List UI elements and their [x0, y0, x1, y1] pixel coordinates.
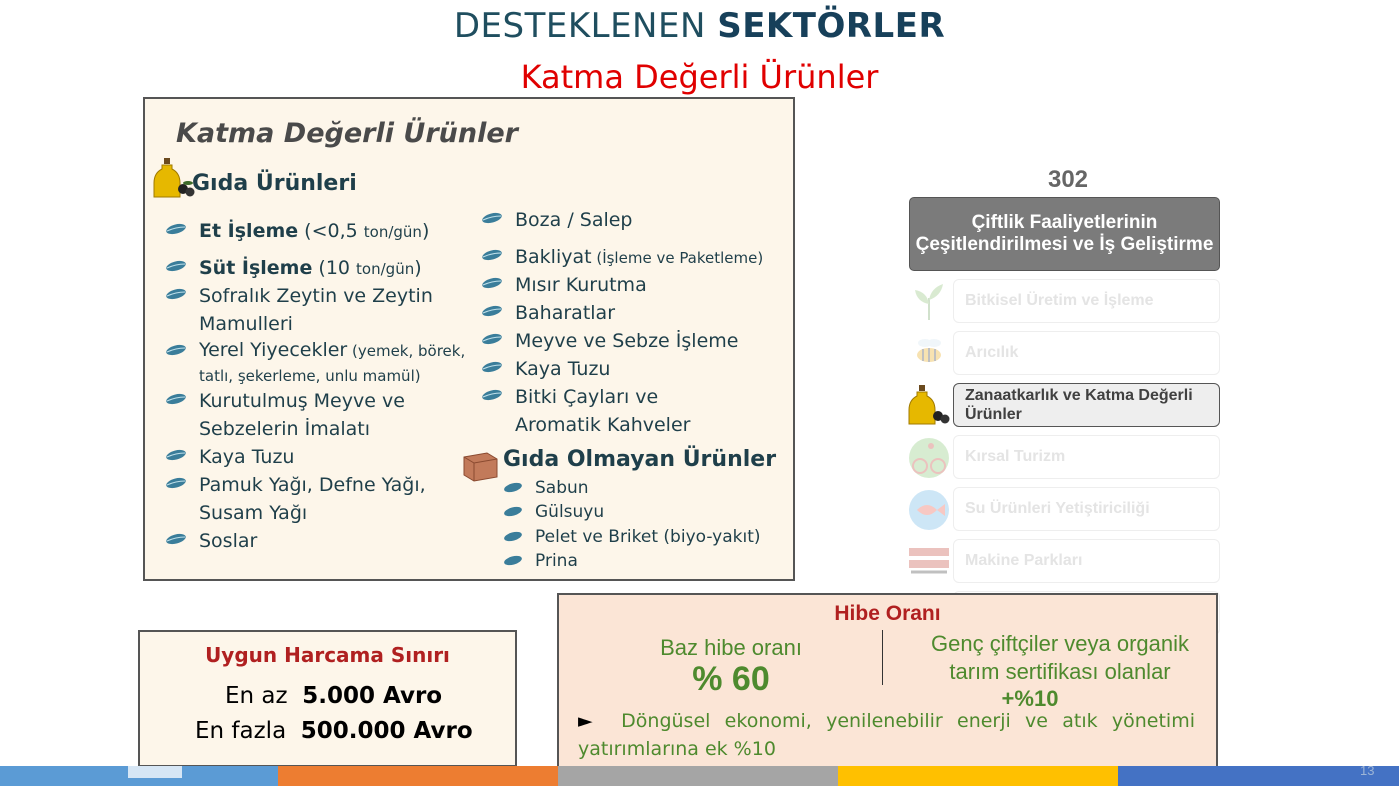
leaf-bullet-icon	[165, 260, 187, 272]
leaf-bullet-icon	[503, 531, 523, 542]
leaf-bullet-icon	[481, 249, 503, 261]
cyclist-icon	[907, 436, 951, 480]
item-line: Susam Yağı	[199, 502, 308, 524]
products-box-heading: Katma Değerli Ürünler	[176, 118, 518, 149]
list-item	[515, 206, 633, 234]
item-bold: Et İşleme	[199, 220, 299, 242]
footer-bar-darkblue	[1118, 766, 1399, 786]
leaf-bullet-icon	[165, 223, 187, 235]
list-item	[199, 471, 426, 527]
item-line: Sebzelerin İmalatı	[199, 418, 371, 440]
footer-bar-orange	[278, 766, 558, 786]
measure-title-box: Çiftlik Faaliyetlerinin Çeşitlendirilmesi ve İş Geliştirme	[909, 197, 1220, 271]
category-item-active[interactable]: Zanaatkarlık ve Katma Değerli Ürünler	[953, 383, 1220, 427]
spending-max	[195, 718, 473, 744]
leaf-bullet-icon	[481, 212, 503, 224]
spending-limit-title: Uygun Harcama Sınırı	[205, 643, 450, 667]
list-item	[515, 355, 610, 383]
olive-oil-icon	[152, 156, 196, 200]
measure-code: 302	[1047, 166, 1089, 193]
item-main: Bakliyat	[515, 246, 592, 268]
circular-text: Döngüsel ekonomi, yenilenebilir enerji ve atık yönetimi	[621, 710, 1195, 732]
leaf-bullet-icon	[481, 389, 503, 401]
leaf-bullet-icon	[481, 277, 503, 289]
spending-min	[225, 683, 442, 709]
spending-max-label: En fazla	[195, 718, 287, 744]
item-line: Gülsuyu	[535, 502, 605, 522]
footer-bar-highlight	[128, 766, 182, 778]
page-subtitle: Katma Değerli Ürünler	[520, 58, 879, 96]
leaf-bullet-icon	[503, 506, 523, 517]
leaf-bullet-icon	[165, 533, 187, 545]
item-line: Kaya Tuzu	[515, 358, 611, 380]
item-line: Pelet ve Briket (biyo-yakıt)	[535, 527, 761, 547]
item-small: tatlı, şekerleme, unlu mamül)	[199, 367, 421, 385]
category-item[interactable]: Arıcılık	[953, 331, 1220, 375]
item-line: Mısır Kurutma	[515, 274, 647, 296]
list-item	[199, 217, 429, 246]
list-item	[199, 338, 465, 388]
page-title	[0, 6, 1399, 46]
list-item	[535, 476, 589, 500]
list-item	[199, 443, 294, 471]
leaf-bullet-icon	[481, 361, 503, 373]
title-part2: SEKTÖRLER	[717, 6, 946, 46]
leaf-bullet-icon	[503, 482, 523, 493]
plant-icon	[907, 280, 951, 324]
item-line: Mamulleri	[199, 313, 293, 335]
list-item	[199, 254, 422, 283]
leaf-bullet-icon	[481, 333, 503, 345]
footer-bar-yellow	[838, 766, 1118, 786]
list-item	[515, 299, 615, 327]
spending-max-value: 500.000 Avro	[300, 718, 473, 744]
leaf-bullet-icon	[165, 288, 187, 300]
tractor-icon	[907, 540, 951, 584]
list-item	[535, 525, 761, 549]
item-line: Bitki Çayları ve	[515, 386, 659, 408]
category-item[interactable]: Makine Parkları	[953, 539, 1220, 583]
list-item	[515, 271, 647, 299]
item-small: ton/gün	[363, 223, 422, 241]
item-line: Kaya Tuzu	[199, 446, 295, 468]
leaf-bullet-icon	[165, 477, 187, 489]
leaf-bullet-icon	[481, 305, 503, 317]
bee-icon	[907, 331, 951, 375]
category-item[interactable]: Bitkisel Üretim ve İşleme	[953, 279, 1220, 323]
base-rate-value: % 60	[692, 660, 770, 698]
item-line: Sofralık Zeytin ve Zeytin	[199, 285, 433, 307]
leaf-bullet-icon	[165, 449, 187, 461]
item-line: Prina	[535, 551, 578, 571]
spending-min-value: 5.000 Avro	[302, 683, 443, 709]
grant-divider	[882, 630, 883, 685]
circular-economy-line2: yatırımlarına ek %10	[578, 738, 776, 760]
soap-bar-icon	[461, 449, 499, 483]
item-rest: (<0,5	[298, 220, 364, 242]
category-item[interactable]: Su Ürünleri Yetiştiriciliği	[953, 487, 1220, 531]
list-item	[199, 282, 433, 338]
item-main: Yerel Yiyecekler	[199, 339, 348, 361]
item-line: Kurutulmuş Meyve ve	[199, 390, 405, 412]
page-number: 13	[1360, 763, 1375, 778]
young-farmer-value: +%10	[1001, 686, 1059, 711]
list-item	[199, 387, 405, 443]
item-line: Boza / Salep	[515, 209, 633, 231]
nonfood-section-heading: Gıda Olmayan Ürünler	[503, 447, 777, 472]
item-line: Sabun	[535, 478, 589, 498]
item-tail: )	[414, 257, 422, 279]
fish-icon	[907, 488, 951, 532]
circular-economy-line1	[578, 707, 1195, 735]
food-section-heading: Gıda Ürünleri	[192, 171, 357, 196]
item-small: (yemek, börek,	[347, 342, 466, 360]
item-small: (İşleme ve Paketleme)	[591, 249, 764, 267]
item-line: Baharatlar	[515, 302, 616, 324]
leaf-bullet-icon	[503, 555, 523, 566]
item-small: ton/gün	[356, 260, 415, 278]
grant-rate-title: Hibe Oranı	[834, 602, 941, 625]
title-part1: DESTEKLENEN	[453, 6, 718, 46]
item-line: Pamuk Yağı, Defne Yağı,	[199, 474, 426, 496]
list-item	[199, 527, 257, 555]
item-line: Meyve ve Sebze İşleme	[515, 330, 739, 352]
leaf-bullet-icon	[165, 393, 187, 405]
item-line: Soslar	[199, 530, 258, 552]
footer-bar-gray	[558, 766, 838, 786]
arrow-icon: ►	[578, 710, 593, 732]
item-line: Aromatik Kahveler	[515, 414, 691, 436]
leaf-bullet-icon	[165, 344, 187, 356]
young-farmer-label: Genç çiftçiler veya organik tarım sertifikası olanlar	[931, 631, 1189, 684]
list-item	[535, 549, 578, 573]
list-item	[515, 327, 738, 355]
list-item	[515, 243, 763, 272]
item-bold: Süt İşleme	[199, 257, 313, 279]
item-rest: (10	[312, 257, 357, 279]
list-item	[535, 500, 604, 524]
item-tail: )	[421, 220, 430, 242]
olive-oil-icon	[907, 383, 951, 427]
category-item[interactable]: Kırsal Turizm	[953, 435, 1220, 479]
list-item	[515, 383, 690, 439]
base-rate-label: Baz hibe oranı	[660, 635, 802, 660]
spending-min-label: En az	[225, 683, 288, 709]
